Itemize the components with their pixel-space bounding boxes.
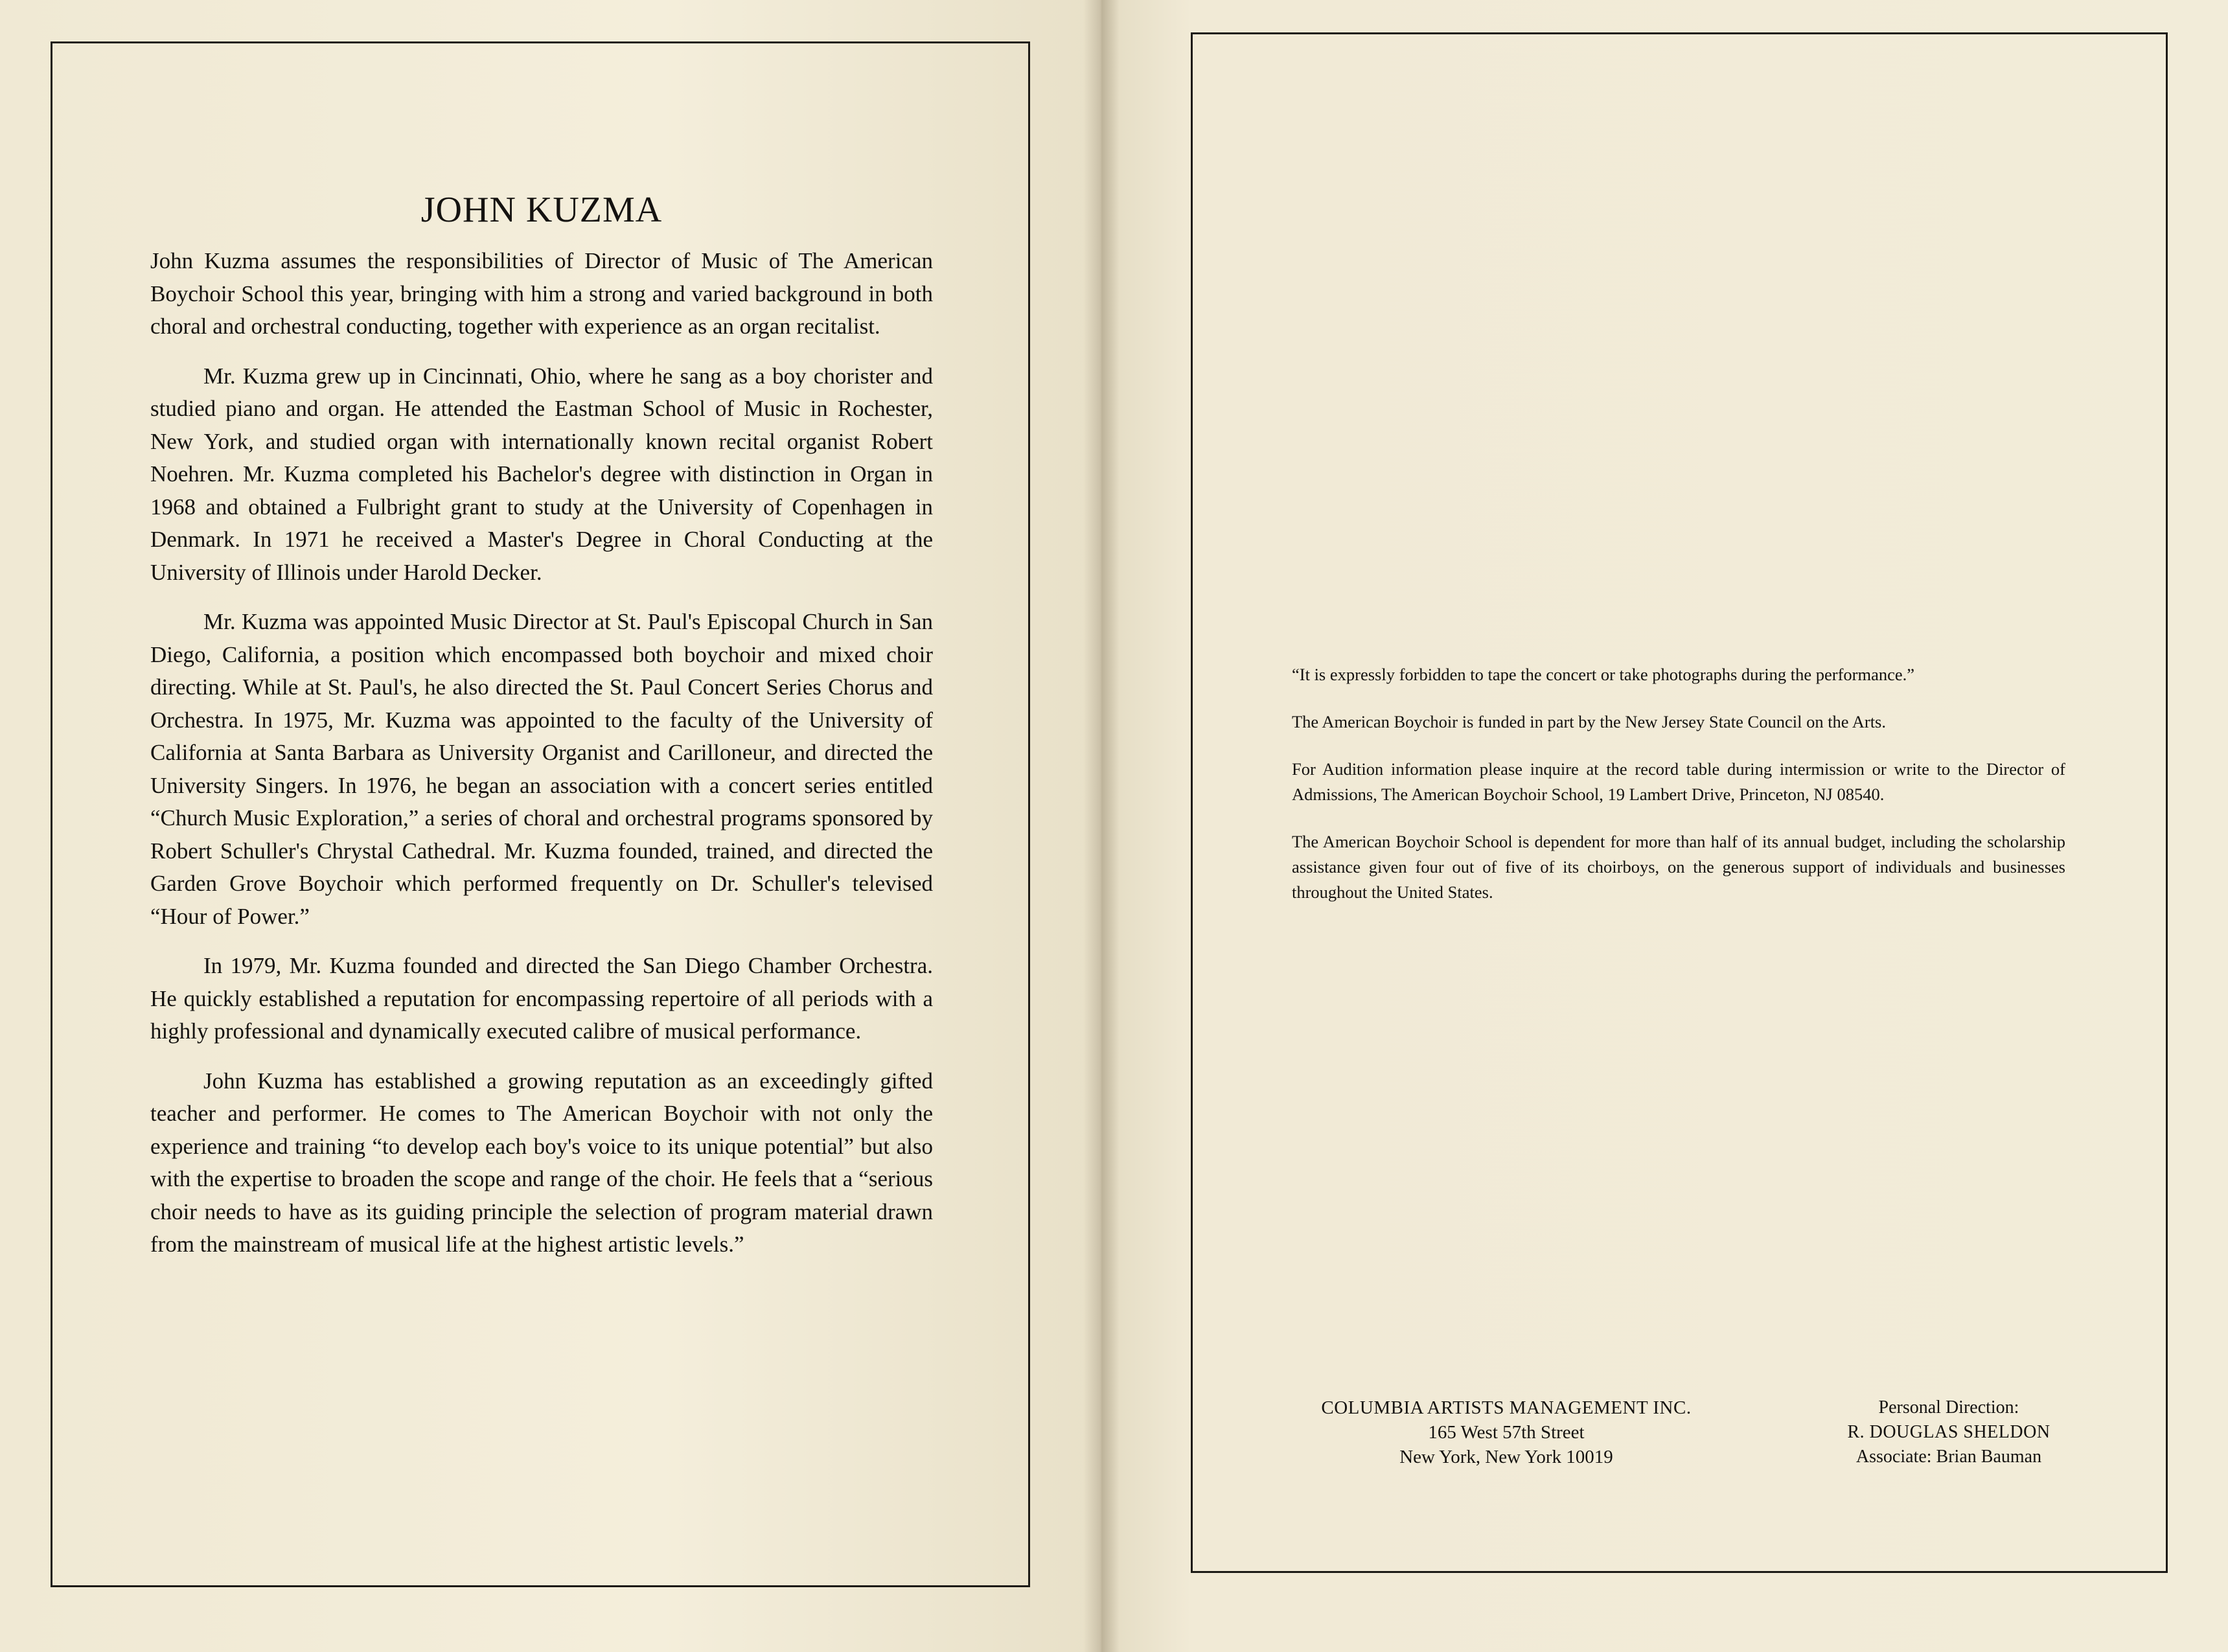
notice-budget: The American Boychoir School is dependent for more than half of its annual budget, including the scholarship assistance given four out of five of its choirboys, on the generous support of individuals and businesses throughout the United States. (1292, 832, 2065, 902)
management-street: 165 West 57th Street (1428, 1422, 1585, 1443)
bio-title: JOHN KUZMA (420, 190, 663, 230)
bio-paragraph-3: Mr. Kuzma was appointed Music Director at St. Paul's Episcopal Church in San Diego, California, a position which encompassed both boychoir and mixed choir directing. While at St. Paul's, he also directed the St. Paul Concert Series Chorus and Orchestra. In 1975, Mr. Kuzma was appointed to the faculty of the University of California at Santa Barbara as University Organist and Carilloneur, and directed the University Singers. In 1976, he began an association with a concert series entitled “Church Music Exploration,” a series of choral and orchestral programs sponsored by Robert Schuller's Chrystal Cathedral. Mr. Kuzma founded, trained, and directed the Garden Grove Boychoir which performed frequently on Dr. Schuller's televised “Hour of Power.” (150, 609, 933, 929)
personal-direction (1819, 1395, 2078, 1469)
biography-section (150, 189, 933, 1278)
bio-paragraph-4: In 1979, Mr. Kuzma founded and directed the San Diego Chamber Orchestra. He quickly established a reputation for encompassing repertoire of all periods with a highly professional and dynamically executed calibre of musical performance. (150, 953, 933, 1044)
direction-associate: Associate: Brian Bauman (1855, 1447, 2042, 1467)
notice-no-recording: “It is expressly forbidden to tape the concert or take photographs during the performance.” (1292, 665, 1915, 684)
direction-label: Personal Direction: (1878, 1397, 2019, 1417)
notice-funding: The American Boychoir is funded in part by the New Jersey State Council on the Arts. (1292, 712, 1886, 731)
management-name: COLUMBIA ARTISTS MANAGEMENT INC. (1321, 1397, 1692, 1418)
notices-section (1292, 662, 2065, 927)
book-gutter (1083, 0, 1120, 1652)
bio-paragraph-5: John Kuzma has established a growing reputation as an exceedingly gifted teacher and performer. He comes to The American Boychoir with not only the experience and training “to develop each boy's voice to its unique potential” but also with the expertise to broaden the scope and range of the choir. He feels that a “serious choir needs to have as its guiding principle the selection of program material drawn from the mainstream of musical life at the highest artistic levels.” (150, 1068, 933, 1257)
bio-paragraph-1: John Kuzma assumes the responsibilities of Director of Music of The American Boychoir School this year, bringing with him a strong and varied background in both choral and orchestral conducting, together with experience as an organ recitalist. (150, 248, 933, 339)
management-city: New York, New York 10019 (1399, 1447, 1613, 1467)
bio-paragraph-2: Mr. Kuzma grew up in Cincinnati, Ohio, where he sang as a boy chorister and studied piano and organ. He attended the Eastman School of Music in Rochester, New York, and studied organ with internationally known recital organist Robert Noehren. Mr. Kuzma completed his Bachelor's degree with distinction in Organ in 1968 and obtained a Fulbright grant to study at the University of Copenhagen in Denmark. In 1971 he received a Master's Degree in Choral Conducting at the University of Illinois under Harold Decker. (150, 363, 933, 585)
management-address (1292, 1395, 1721, 1469)
direction-name: R. DOUGLAS SHELDON (1847, 1422, 2050, 1442)
notice-audition: For Audition information please inquire at the record table during intermission or write to the Director of Admissions, The American Boychoir School, 19 Lambert Drive, Princeton, NJ 08540. (1292, 759, 2065, 804)
